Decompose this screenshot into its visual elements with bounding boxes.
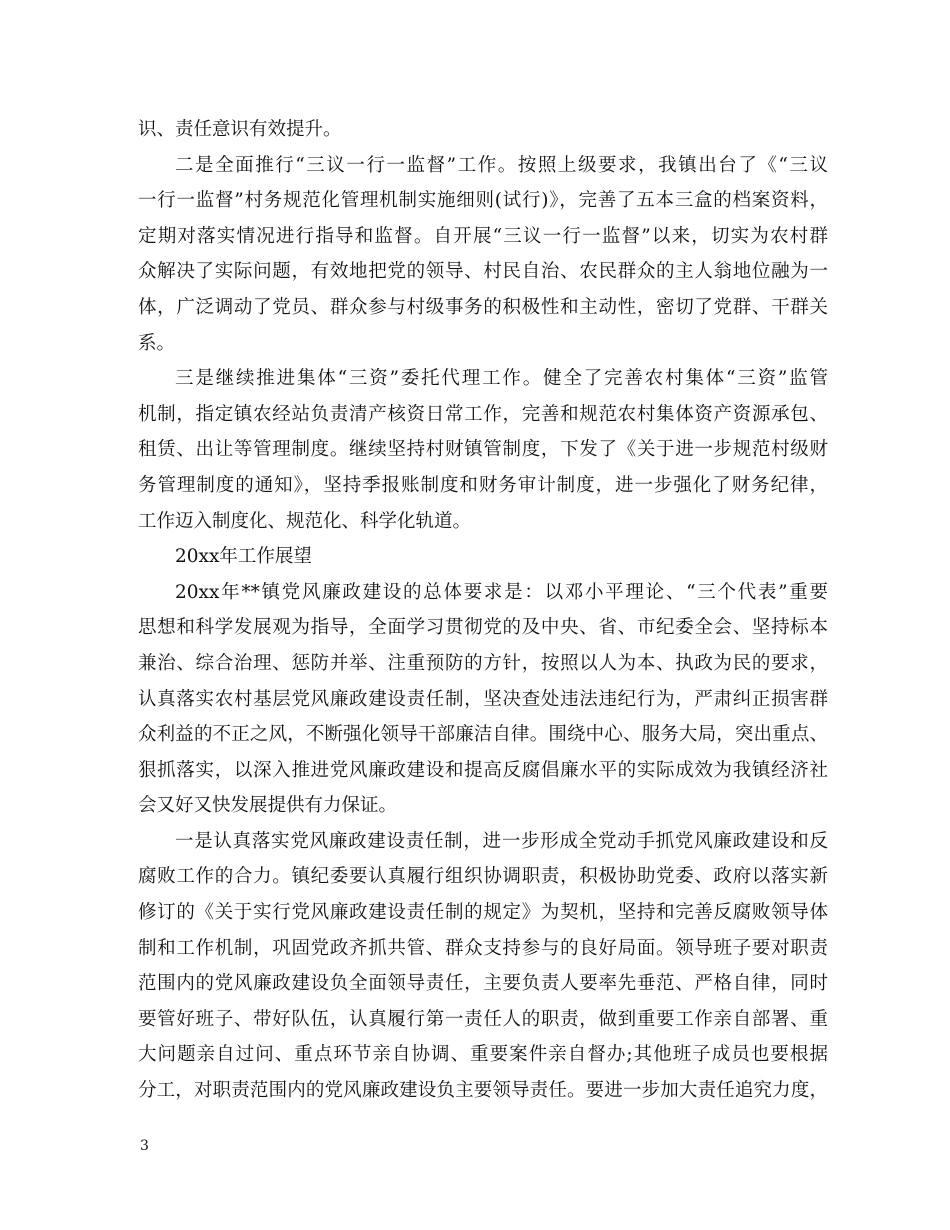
text-line: 要管好班子、带好队伍，认真履行第一责任人的职责，做到重要工作亲自部署、重 — [138, 1008, 828, 1030]
page-number: 3 — [140, 1138, 149, 1154]
text-line: 修订的《关于实行党风廉政建设责任制的规定》为契机，坚持和完善反腐败领导体 — [138, 902, 828, 924]
text-line: 20xx年**镇党风廉政建设的总体要求是：以邓小平理论、“三个代表”重要 — [175, 581, 828, 603]
text-line: 一行一监督”村务规范化管理机制实施细则(试行)》，完善了五本三盒的档案资料， — [138, 190, 828, 212]
text-line: 机制，指定镇农经站负责清产核资日常工作，完善和规范农村集体资产资源承包、 — [138, 403, 828, 425]
text-line: 会又好又快发展提供有力保证。 — [138, 795, 398, 817]
text-line: 务管理制度的通知》，坚持季报账制度和财务审计制度，进一步强化了财务纪律， — [138, 474, 828, 496]
text-line: 思想和科学发展观为指导，全面学习贯彻党的及中央、省、市纪委全会、坚持标本 — [138, 617, 828, 639]
text-line: 一是认真落实党风廉政建设责任制，进一步形成全党动手抓党风廉政建设和反 — [175, 830, 828, 852]
text-line: 定期对落实情况进行指导和监督。自开展“三议一行一监督”以来，切实为农村群 — [138, 225, 828, 247]
text-line: 租赁、出让等管理制度。继续坚持村财镇管制度，下发了《关于进一步规范村级财 — [138, 439, 828, 461]
text-line: 制和工作机制，巩固党政齐抓共管、群众支持参与的良好局面。领导班子要对职责 — [138, 937, 828, 959]
text-line: 20xx年工作展望 — [175, 546, 312, 568]
text-line: 识、责任意识有效提升。 — [138, 119, 342, 140]
text-line: 分工，对职责范围内的党风廉政建设负主要领导责任。要进一步加大责任追究力度， — [138, 1080, 828, 1102]
text-line: 二是全面推行“三议一行一监督”工作。按照上级要求，我镇出台了《“三议 — [175, 154, 828, 176]
text-line: 范围内的党风廉政建设负全面领导责任，主要负责人要率先垂范、严格自律，同时 — [138, 973, 828, 995]
body-text — [138, 112, 828, 1109]
text-line: 腐败工作的合力。镇纪委要认真履行组织协调职责，积极协助党委、政府以落实新 — [138, 866, 828, 888]
text-line: 大问题亲自过问、重点环节亲自协调、重要案件亲自督办;其他班子成员也要根据 — [138, 1044, 828, 1066]
text-line: 三是继续推进集体“三资”委托代理工作。健全了完善农村集体“三资”监管 — [175, 368, 828, 390]
text-line: 体，广泛调动了党员、群众参与村级事务的积极性和主动性，密切了党群、干群关 — [138, 296, 828, 318]
text-line: 系。 — [138, 332, 176, 354]
text-line: 众解决了实际问题，有效地把党的领导、村民自治、农民群众的主人翁地位融为一 — [138, 261, 828, 283]
text-line: 兼治、综合治理、惩防并举、注重预防的方针，按照以人为本、执政为民的要求， — [138, 652, 828, 674]
text-line: 工作迈入制度化、规范化、科学化轨道。 — [138, 510, 472, 532]
text-line: 狠抓落实，以深入推进党风廉政建设和提高反腐倡廉水平的实际成效为我镇经济社 — [138, 759, 828, 781]
text-line: 众利益的不正之风，不断强化领导干部廉洁自律。围绕中心、服务大局，突出重点、 — [138, 724, 828, 746]
text-line: 认真落实农村基层党风廉政建设责任制，坚决查处违法违纪行为，严肃纠正损害群 — [138, 688, 828, 710]
